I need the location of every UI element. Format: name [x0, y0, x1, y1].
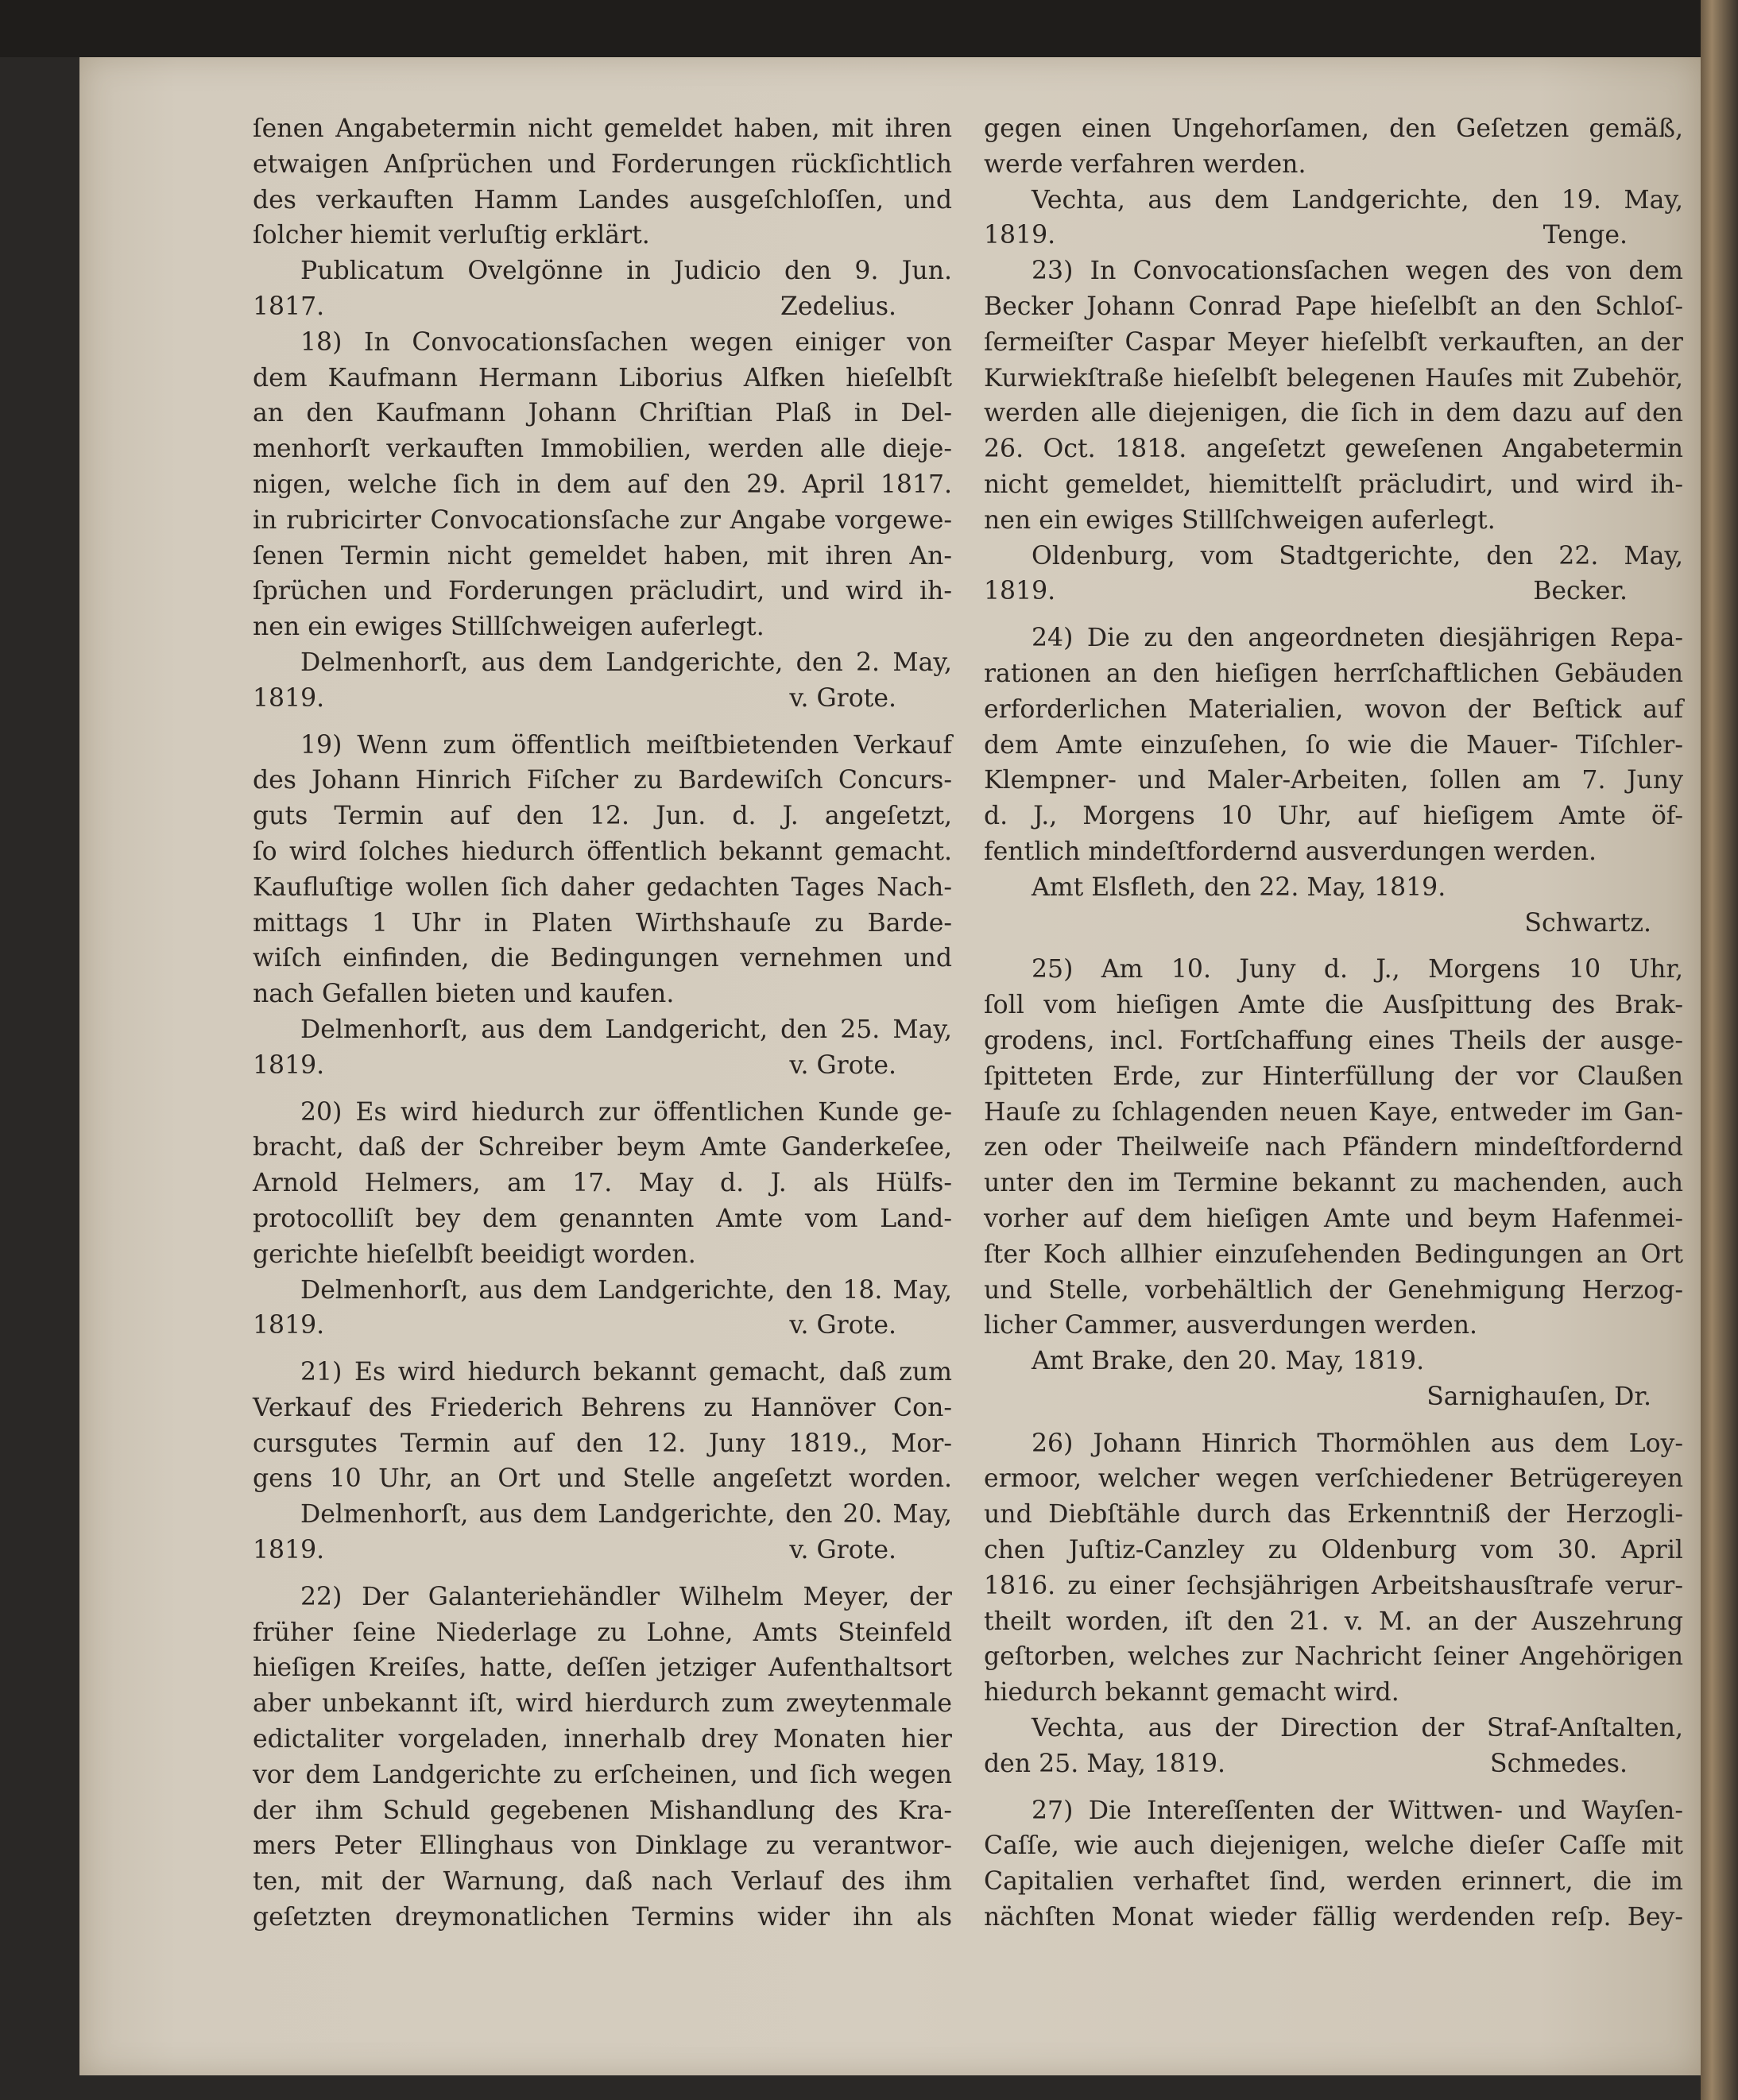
text-line: in rubricirter Convocationsſache zur Angabe vorgewe- [253, 505, 952, 535]
text-line: mittags 1 Uhr in Platen Wirthshauſe zu Barde- [253, 908, 952, 938]
text-line: guts Termin auf den 12. Jun. d. J. angeſetzt, [253, 802, 952, 831]
signature-year: 1819. [253, 1536, 325, 1565]
left-column [253, 111, 952, 1936]
text-line: der ihm Schuld gegebenen Mishandlung des Kra- [253, 1796, 952, 1825]
text-line: ermoor, welcher wegen verſchiedener Betrügereyen [984, 1464, 1683, 1494]
text-line: chen Juſtiz-Canzley zu Oldenburg vom 30. April [984, 1536, 1683, 1565]
text-line: ſpitteten Erde, zur Hinterfüllung der vor Claußen [984, 1062, 1683, 1091]
text-line: an den Kaufmann Johann Chriſtian Plaß in Del- [253, 399, 952, 428]
text-line: 1816. zu einer ſechsjährigen Arbeitshausſtrafe verur- [984, 1571, 1683, 1600]
signature-name: Tenge. [1543, 221, 1628, 250]
text-line: licher Cammer, ausverdungen werden. [984, 1311, 1478, 1340]
signature-date: den 25. May, 1819. [984, 1749, 1226, 1778]
publication-place: Vechta, aus dem Landgerichte, den 19. May, [1032, 185, 1683, 215]
signature-year: 1817. [253, 292, 325, 321]
text-line: 23) In Convocationsſachen wegen des von dem [1032, 257, 1683, 286]
notice-23 [984, 253, 1683, 609]
text-line: Arnold Helmers, am 17. May d. J. als Hülfs- [253, 1169, 952, 1198]
text-line: rationen an den hieſigen herrſchaftlichen Gebäuden [984, 659, 1683, 688]
publication-place: Delmenhorſt, aus dem Landgericht, den 25. May, [300, 1015, 952, 1044]
text-line: fentlich mindeſtfordernd ausverdungen werden. [984, 837, 1597, 866]
text-line: früher ſeine Niederlage zu Lohne, Amts Steinfeld [253, 1618, 952, 1647]
text-line: hieſigen Kreiſes, hatte, deſſen jetziger Aufenthaltsort [253, 1653, 952, 1683]
text-line: 25) Am 10. Juny d. J., Morgens 10 Uhr, [1032, 955, 1683, 984]
notice-21 [253, 1355, 952, 1568]
signature-name: v. Grote. [789, 1050, 896, 1080]
text-line: erforderlichen Materialien, wovon der Beſtick auf [984, 694, 1683, 724]
continued-notice [253, 111, 952, 325]
text-line: ten, mit der Warnung, daß nach Verlauf des ihm [253, 1867, 952, 1897]
text-line: Hauſe zu ſchlagenden neuen Kaye, entweder im Gan- [984, 1097, 1683, 1127]
notice-20 [253, 1095, 952, 1344]
text-line: menhorſt verkauften Immobilien, werden alle dieje- [253, 435, 952, 464]
notice-27 [984, 1793, 1683, 1936]
right-column [984, 111, 1683, 1936]
signature-name: Schmedes. [1489, 1749, 1628, 1778]
signature-year: 1819. [984, 577, 1056, 606]
text-line: ſenen Angabetermin nicht gemeldet haben, mit ihren [253, 114, 952, 143]
publication-place: Delmenhorſt, aus dem Landgerichte, den 20. May, [300, 1500, 952, 1530]
text-line: mers Peter Ellinghaus von Dinklage zu verantwor- [253, 1831, 952, 1861]
text-line: ſter Koch allhier einzuſehenden Bedingungen an Ort [984, 1240, 1683, 1269]
text-line: 26) Johann Hinrich Thormöhlen aus dem Loy- [1032, 1429, 1683, 1458]
publication-place: Delmenhorſt, aus dem Landgerichte, den 2. May, [300, 648, 952, 677]
signature-year: 1819. [253, 1050, 325, 1080]
text-line: 18) In Convocationsſachen wegen einiger von [300, 327, 952, 357]
signature-row [984, 574, 1683, 609]
publication-place: Publicatum Ovelgönne in Judicio den 9. Jun. [300, 257, 952, 286]
signature-year: 1819. [984, 221, 1056, 250]
text-line: nächſten Monat wieder fällig werdenden reſp. Bey- [984, 1903, 1683, 1932]
publication-place: Delmenhorſt, aus dem Landgerichte, den 18. May, [300, 1275, 952, 1305]
signature-name: Zedelius. [780, 292, 896, 321]
text-line: vorher auf dem hieſigen Amte und beym Hafenmei- [984, 1204, 1683, 1233]
signature-row [253, 289, 952, 325]
signature-year: 1819. [253, 1311, 325, 1340]
text-line: cursgutes Termin auf den 12. Juny 1819., Mor- [253, 1429, 952, 1458]
text-line: 21) Es wird hiedurch bekannt gemacht, daß zum [300, 1358, 952, 1387]
text-line: theilt worden, iſt den 21. v. M. an der Auszehrung [984, 1607, 1683, 1636]
signature-name: v. Grote. [789, 1311, 896, 1340]
signature-name: v. Grote. [789, 1536, 896, 1565]
text-line: Verkauf des Friederich Behrens zu Hannöver Con- [253, 1393, 952, 1422]
text-line: dem Kaufmann Hermann Liborius Alfken hieſelbſt [253, 363, 952, 393]
text-line: 26. Oct. 1818. angeſetzt geweſenen Angabetermin [984, 435, 1683, 464]
signature-row [253, 1048, 952, 1084]
text-line: hiedurch bekannt gemacht wird. [984, 1678, 1399, 1707]
signature-row [253, 681, 952, 717]
text-line: dem Amte einzuſehen, ſo wie die Mauer- Tiſchler- [984, 730, 1683, 760]
text-line: Klempner- und Maler-Arbeiten, ſollen am 7. Juny [984, 766, 1683, 795]
notice-19 [253, 728, 952, 1084]
text-line: Capitalien verhaftet ſind, werden erinnert, die im [984, 1867, 1683, 1897]
text-line: Becker Johann Conrad Pape hieſelbſt an den Schloſ- [984, 292, 1683, 321]
text-line: edictaliter vorgeladen, innerhalb drey Monaten hier [253, 1725, 952, 1754]
signature-row [253, 1308, 952, 1344]
text-line: nach Gefallen bieten und kaufen. [253, 980, 675, 1009]
notice-26 [984, 1426, 1683, 1782]
publication-place: Oldenburg, vom Stadtgerichte, den 22. May, [1032, 541, 1683, 570]
signature-row [984, 218, 1683, 253]
text-line: Kaufluſtige wollen ſich daher gedachten Tages Nach- [253, 872, 952, 902]
text-line: ſo wird ſolches hiedurch öffentlich bekannt gemacht. [253, 837, 952, 866]
text-line: des Johann Hinrich Fiſcher zu Bardewiſch Concurs- [253, 766, 952, 795]
text-line: aber unbekannt iſt, wird hierdurch zum zweytenmale [253, 1689, 952, 1719]
text-line: etwaigen Anſprüchen und Forderungen rückſichtlich [253, 149, 952, 179]
text-line: nigen, welche ſich in dem auf den 29. April 1817. [253, 470, 952, 499]
notice-24 [984, 621, 1683, 941]
text-line: ſprüchen und Forderungen präcludirt, und wird ih- [253, 577, 952, 606]
signature-row [253, 1533, 952, 1568]
text-line: bracht, daß der Schreiber beym Amte Ganderkeſee, [253, 1133, 952, 1162]
scan-top-border [0, 0, 1738, 57]
publication-place: Amt Brake, den 20. May, 1819. [1032, 1347, 1425, 1376]
text-line: geſtorben, welches zur Nachricht ſeiner Angehörigen [984, 1642, 1683, 1672]
text-line: 19) Wenn zum öffentlich meiſtbietenden Verkauf [300, 730, 952, 760]
text-line: ſolcher hiemit verluſtig erklärt. [253, 221, 650, 250]
text-line: ſermeiſter Caspar Meyer hieſelbſt verkauften, an der [984, 327, 1683, 357]
signature-year: 1819. [253, 683, 325, 713]
text-line: 27) Die Intereſſenten der Wittwen- und Wayſen- [1032, 1796, 1683, 1825]
text-line: Kurwiekſtraße hieſelbſt belegenen Hauſes mit Zubehör, [984, 363, 1683, 393]
text-line: unter den im Termine bekannt zu machenden, auch [984, 1169, 1683, 1198]
text-line: werden alle diejenigen, die ſich in dem dazu auf den [984, 399, 1683, 428]
signature-name: Becker. [1533, 577, 1628, 606]
text-line: zen oder Theilweiſe nach Pfändern mindeſtfordernd [984, 1133, 1683, 1162]
text-line: werde verfahren werden. [984, 149, 1306, 179]
notice-25 [984, 952, 1683, 1414]
text-line: nicht gemeldet, hiemittelſt präcludirt, und wird ih- [984, 470, 1683, 499]
publication-place: Vechta, aus der Direction der Straf-Anſtalten, [1032, 1714, 1683, 1743]
text-line: gens 10 Uhr, an Ort und Stelle angeſetzt worden. [253, 1464, 952, 1494]
text-line: geſetzten dreymonatlichen Termins wider ihn als [253, 1903, 952, 1932]
text-line: gerichte hieſelbſt beeidigt worden. [253, 1240, 696, 1269]
text-line: d. J., Morgens 10 Uhr, auf hieſigem Amte öf- [984, 802, 1683, 831]
text-line: wiſch einfinden, die Bedingungen vernehmen und [253, 944, 952, 973]
text-line: ſoll vom hieſigen Amte die Ausſpittung des Brak- [984, 991, 1683, 1020]
signature-row [984, 1746, 1683, 1782]
text-line: ſenen Termin nicht gemeldet haben, mit ihren An- [253, 541, 952, 570]
text-line: des verkauften Hamm Landes ausgeſchloſſen, und [253, 185, 952, 215]
notice-22 [253, 1580, 952, 1936]
signature-name: v. Grote. [789, 683, 896, 713]
page-edge-shadow [1701, 0, 1738, 2100]
text-line: nen ein ewiges Stillſchweigen auferlegt. [984, 505, 1496, 535]
text-line: gegen einen Ungehorſamen, den Geſetzen gemäß, [984, 114, 1683, 143]
text-line: vor dem Landgerichte zu erſcheinen, und ſich wegen [253, 1760, 952, 1789]
text-line: Caſſe, wie auch diejenigen, welche dieſer Caſſe mit [984, 1831, 1683, 1861]
text-line: und Stelle, vorbehältlich der Genehmigung Herzog- [984, 1275, 1683, 1305]
publication-place: Amt Elsfleth, den 22. May, 1819. [1032, 872, 1446, 902]
text-line: und Diebſtähle durch das Erkenntniß der Herzogli- [984, 1500, 1683, 1530]
text-line: 22) Der Galanteriehändler Wilhelm Meyer, der [300, 1582, 952, 1611]
text-line: grodens, incl. Fortſchaffung eines Theils der ausge- [984, 1026, 1683, 1055]
text-line: 24) Die zu den angeordneten diesjährigen Repa- [1032, 624, 1683, 653]
continued-notice-right [984, 111, 1683, 253]
notice-18 [253, 325, 952, 717]
signature-name: Schwartz. [1524, 908, 1651, 938]
signature-name: Sarnighauſen, Dr. [1426, 1382, 1651, 1411]
text-line: 20) Es wird hiedurch zur öffentlichen Kunde ge- [300, 1097, 952, 1127]
text-line: protocolliſt bey dem genannten Amte vom Land- [253, 1204, 952, 1233]
text-line: nen ein ewiges Stillſchweigen auferlegt. [253, 613, 764, 642]
